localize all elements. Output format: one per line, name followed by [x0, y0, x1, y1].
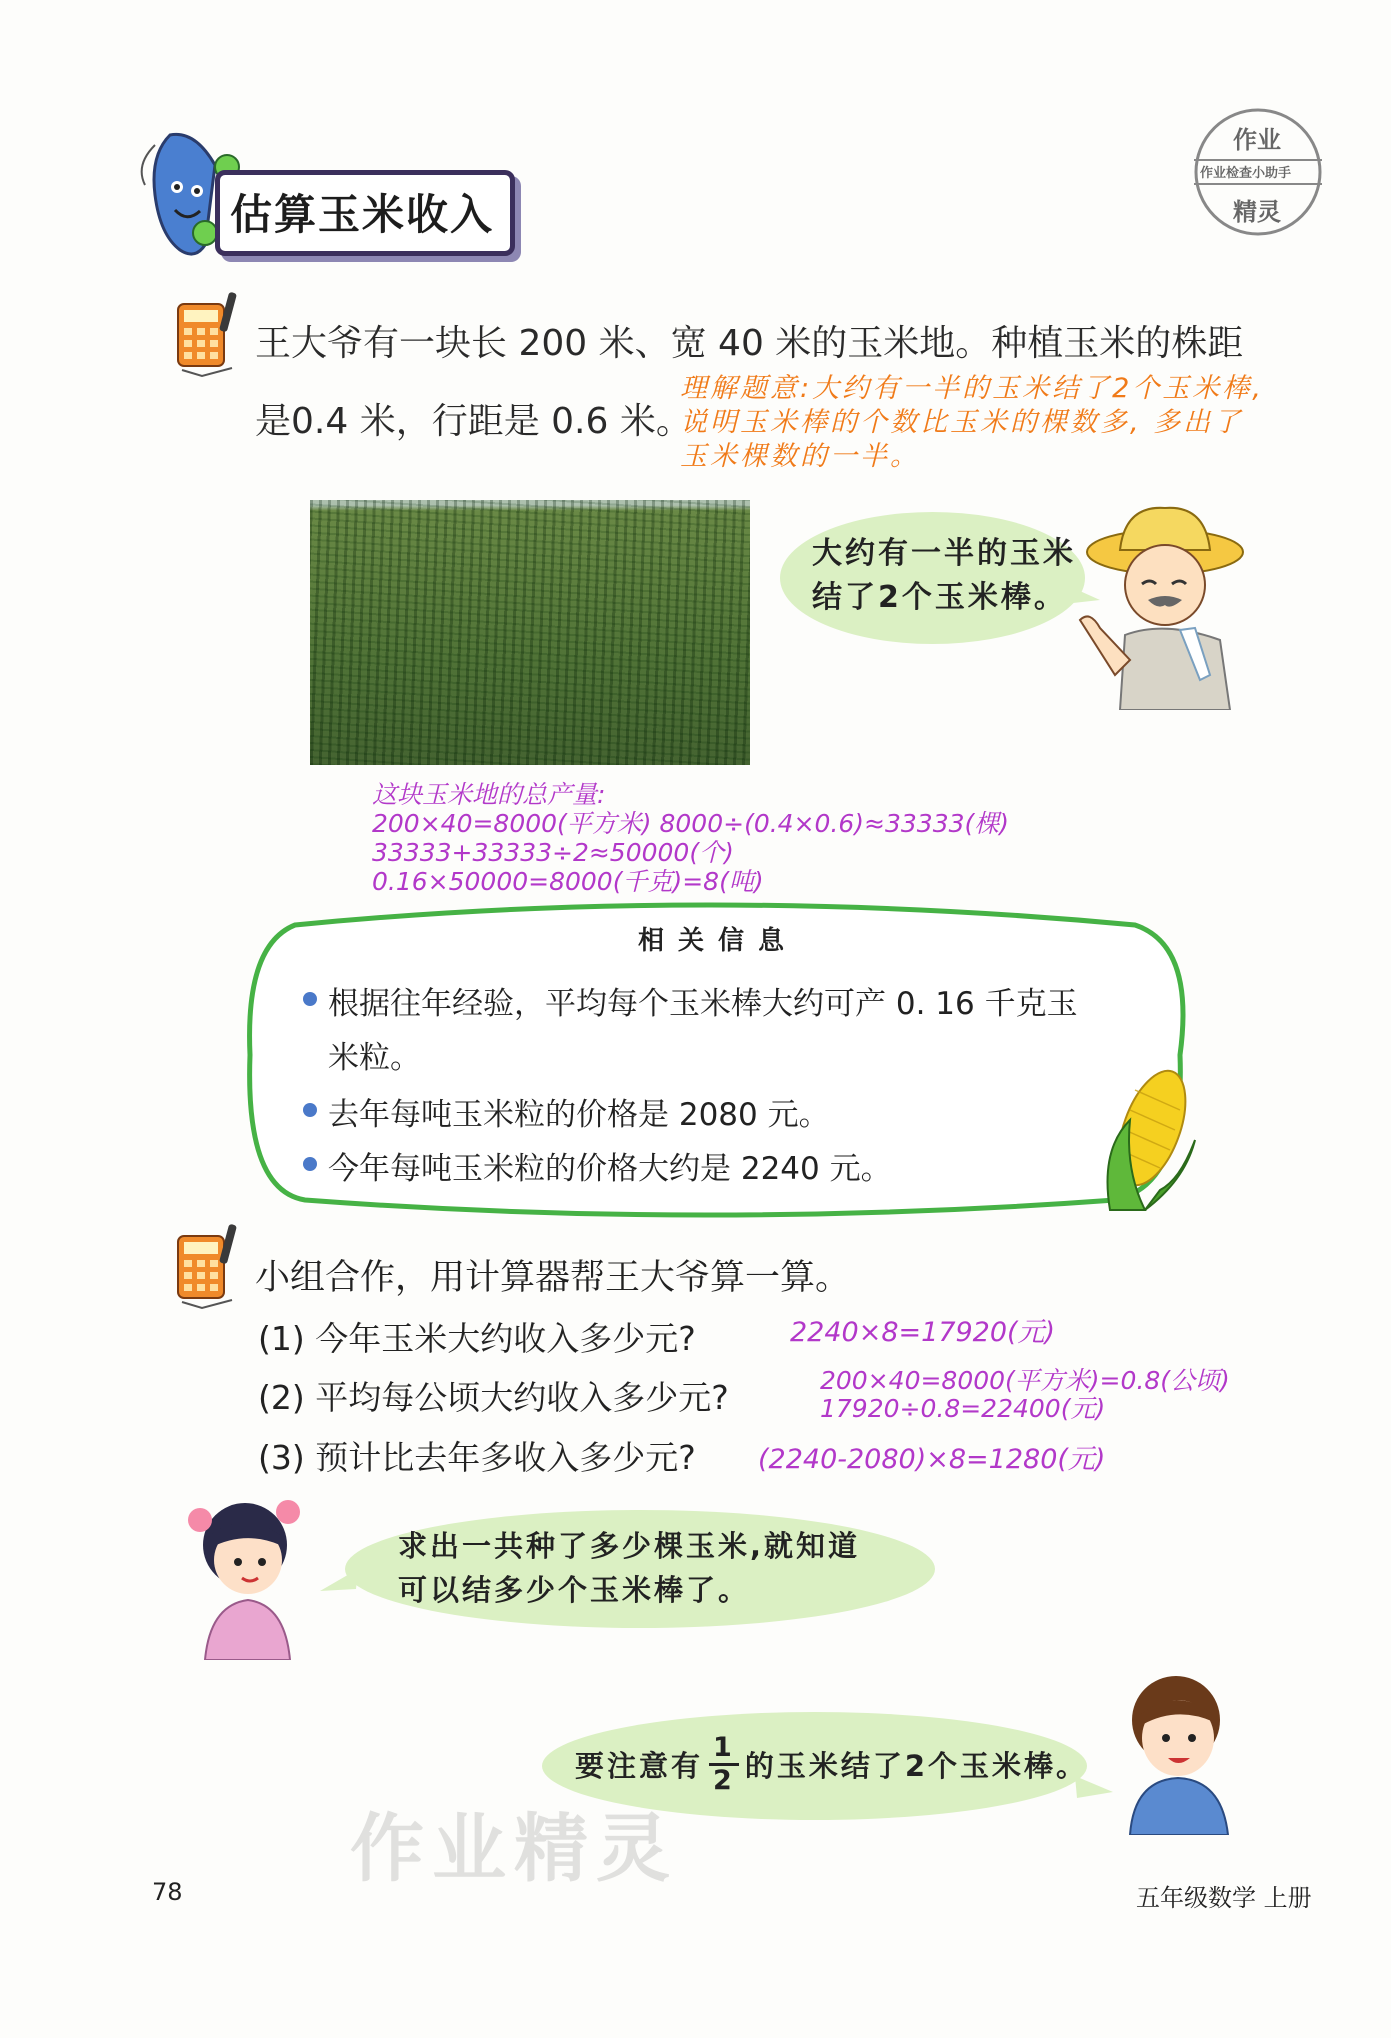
- answer-2-line-2: 17920÷0.8=22400(元): [820, 1394, 1106, 1423]
- cornfield-photo: [310, 500, 750, 765]
- boy-bubble-before: 要注意有: [575, 1749, 704, 1783]
- info-item-1-line-1: 根据往年经验，平均每个玉米棒大约可产 0. 16 千克玉: [328, 986, 1078, 1022]
- handwritten-note: [680, 372, 1264, 474]
- note-line: 说明玉米棒的个数比玉米的棵数多, 多出了: [680, 407, 1244, 438]
- boy-character-icon: [1110, 1660, 1245, 1835]
- stamp-top-text: 作业: [1233, 126, 1281, 154]
- task-intro: 小组合作，用计算器帮王大爷算一算。: [255, 1258, 851, 1298]
- boy-bubble-after: 的玉米结了2个玉米棒。: [744, 1749, 1088, 1783]
- calculator-icon: [172, 290, 242, 380]
- info-item-3: 今年每吨玉米粒的价格大约是 2240 元。: [328, 1151, 892, 1187]
- work-line: 0.16×50000=8000(千克)=8(吨): [372, 867, 764, 896]
- bubble-line: 求出一共种了多少棵玉米,就知道: [398, 1529, 861, 1563]
- fraction-one-half: [709, 1733, 739, 1796]
- answer-2-line-1: 200×40=8000(平方米)=0.8(公顷): [820, 1366, 1230, 1395]
- calculator-icon: [172, 1222, 242, 1312]
- corn-cob-icon: [1090, 1060, 1200, 1220]
- girl-bubble-text: [398, 1524, 860, 1612]
- problem-line-2: 是0.4 米，行距是 0.6 米。: [255, 401, 692, 442]
- info-item-2: 去年每吨玉米粒的价格是 2080 元。: [328, 1097, 830, 1133]
- farmer-bubble-text: [812, 532, 1076, 620]
- work-line: 200×40=8000(平方米) 8000÷(0.4×0.6)≈33333(棵): [372, 809, 1010, 838]
- stamp-middle-text: 作业检查小助手: [1200, 166, 1292, 181]
- bullet-dot: [303, 1157, 317, 1171]
- info-item-1-line-2: 米粒。: [328, 1040, 421, 1076]
- girl-character-icon: [180, 1490, 310, 1660]
- work-line: 33333+33333÷2≈50000(个): [372, 838, 734, 867]
- fraction-denominator: 2: [713, 1765, 735, 1796]
- page-number: 78: [152, 1878, 183, 1906]
- watermark: 作业精灵: [350, 1806, 678, 1892]
- bubble-line: 可以结多少个玉米棒了。: [398, 1573, 751, 1607]
- homework-stamp: [1188, 102, 1328, 242]
- question-3: (3) 预计比去年多收入多少元?: [258, 1438, 696, 1477]
- page-title: 估算玉米收入: [230, 190, 495, 239]
- work-line: 这块玉米地的总产量:: [372, 780, 606, 809]
- purple-workings: [372, 780, 1009, 896]
- bubble-line: 大约有一半的玉米: [812, 536, 1076, 571]
- fraction-numerator: 1: [709, 1733, 739, 1766]
- farmer-character-icon: [1070, 500, 1245, 710]
- question-2: (2) 平均每公顷大约收入多少元?: [258, 1378, 729, 1417]
- bullet-dot: [303, 1103, 317, 1117]
- note-line: 玉米棵数的一半。: [680, 441, 920, 472]
- info-title: 相关信息: [638, 926, 799, 956]
- note-line: 理解题意:大约有一半的玉米结了2个玉米棒,: [680, 373, 1264, 404]
- answer-3: (2240-2080)×8=1280(元): [758, 1444, 1106, 1475]
- question-1: (1) 今年玉米大约收入多少元?: [258, 1319, 696, 1358]
- boy-bubble-text: [575, 1733, 1088, 1796]
- book-label: 五年级数学 上册: [1136, 1884, 1312, 1912]
- answer-1: 2240×8=17920(元): [790, 1317, 1056, 1348]
- stamp-bottom-text: 精灵: [1233, 198, 1281, 226]
- problem-line-1: 王大爷有一块长 200 米、宽 40 米的玉米地。种植玉米的株距: [255, 323, 1244, 364]
- bubble-tail-icon: [318, 1565, 358, 1595]
- bubble-line: 结了2个玉米棒。: [812, 580, 1067, 615]
- bullet-dot: [303, 992, 317, 1006]
